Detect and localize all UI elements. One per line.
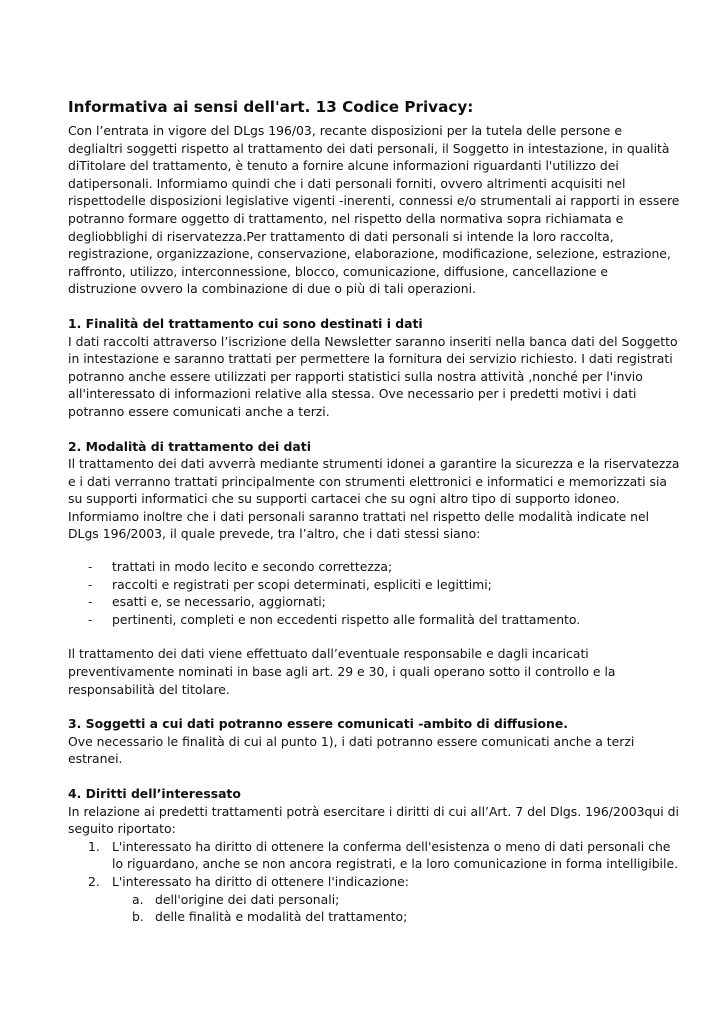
section-4-numbered-list [68, 838, 680, 891]
section-4-sub-list [68, 891, 680, 926]
list-item [68, 593, 680, 611]
section-2 [68, 438, 680, 699]
list-item-text: L'interessato ha diritto di ottenere l'indicazione: [112, 873, 409, 889]
section-1 [68, 315, 680, 421]
dash-bullet: - [88, 576, 93, 592]
section-1-body: I dati raccolti attraverso l’iscrizione della Newsletter saranno inseriti nella banca dati del Soggetto in intestazione e saranno trattati per permettere la fornitura dei servizio richiesto. I dati registrati potranno anche essere utilizzati per rapporti statistici sulla nostra attività ,nonché per l'invio all'interessato di informazioni relative alla stessa. Ove necessario per i predetti motivi i dati potranno essere comunicati anche a terzi. [68, 333, 678, 419]
list-item [68, 838, 680, 873]
document-page [68, 96, 680, 926]
list-item-text: trattati in modo lecito e secondo correttezza; [112, 559, 393, 575]
list-item-text: delle finalità e modalità del trattamento; [155, 909, 408, 925]
section-2-list [68, 558, 680, 628]
section-2-heading: 2. Modalità di trattamento dei dati [68, 438, 311, 454]
section-3 [68, 715, 680, 768]
list-item [68, 611, 680, 629]
section-3-heading: 3. Soggetti a cui dati potranno essere comunicati -ambito di diffusione. [68, 716, 568, 732]
section-1-heading: 1. Finalità del trattamento cui sono destinati i dati [68, 315, 423, 331]
list-item-text: dell'origine dei dati personali; [155, 891, 340, 907]
list-item [68, 908, 680, 926]
list-item-text: esatti e, se necessario, aggiornati; [112, 594, 326, 610]
section-3-body: Ove necessario le finalità di cui al punto 1), i dati potranno essere comunicati anche a terzi estranei. [68, 733, 635, 767]
intro-paragraph: Con l’entrata in vigore del DLgs 196/03, recante disposizioni per la tutela delle persone e deglialtri soggetti rispetto al trattamento dei dati personali, il Soggetto in intestazione, in qualità diTitolare del trattamento, è tenuto a fornire alcune informazioni riguardanti l'utilizzo dei datipersonali. Informiamo quindi che i dati personali forniti, ovvero altrimenti acquisiti nel rispettodelle disposizioni legislative vigenti -inerenti, connessi e/o strumentali ai rapporti in essere potranno formare oggetto di trattamento, nel rispetto della normativa sopra richiamata e degliobblighi di riservatezza.Per trattamento di dati personali si intende la loro raccolta, registrazione, organizzazione, conservazione, elaborazione, modificazione, selezione, estrazione, raffronto, utilizzo, interconnessione, blocco, comunicazione, diffusione, cancellazione e distruzione ovvero la combinazione di due o più di tali operazioni. [68, 123, 680, 297]
section-2-after: Il trattamento dei dati viene effettuato dall’eventuale responsabile e dagli incaricati preventivamente nominati in base agli art. 29 e 30, i quali operano sotto il controllo e la responsabilità del titolare. [68, 646, 616, 697]
list-number: 1. [88, 838, 100, 854]
section-4 [68, 785, 680, 926]
dash-bullet: - [88, 611, 93, 627]
section-4-heading: 4. Diritti dell’interessato [68, 786, 241, 801]
dash-bullet: - [88, 559, 93, 575]
section-4-body: In relazione ai predetti trattamenti potrà esercitare i diritti di cui all’Art. 7 del Dlgs. 196/2003qui di seguito riportato: [68, 803, 679, 837]
list-item [68, 873, 680, 891]
section-2-body: Il trattamento dei dati avverrà mediante strumenti idonei a garantire la sicurezza e la riservatezza e i dati verranno trattati principalmente con strumenti elettronici e informatici e memorizzati sia su supporti informatici che su supporti cartacei che su ogni altro tipo di supporto idoneo. Informiamo inoltre che i dati personali saranno trattati nel rispetto delle modalità indicate nel DLgs 196/2003, il quale prevede, tra l’altro, che i dati stessi siano: [68, 456, 680, 542]
list-item [68, 891, 680, 909]
list-letter: b. [132, 909, 144, 925]
list-item [68, 576, 680, 594]
list-item-text: raccolti e registrati per scopi determinati, espliciti e legittimi; [112, 576, 492, 592]
document-title: Informativa ai sensi dell'art. 13 Codice Privacy: [68, 98, 474, 116]
list-item-text: pertinenti, completi e non eccedenti rispetto alle formalità del trattamento. [112, 611, 581, 627]
list-number: 2. [88, 873, 100, 889]
list-item [68, 558, 680, 576]
list-item-text: L'interessato ha diritto di ottenere la conferma dell'esistenza o meno di dati personali che lo riguardano, anche se non ancora registrati, e la loro comunicazione in forma intelligibile. [112, 838, 679, 872]
list-letter: a. [132, 891, 144, 907]
dash-bullet: - [88, 594, 93, 610]
